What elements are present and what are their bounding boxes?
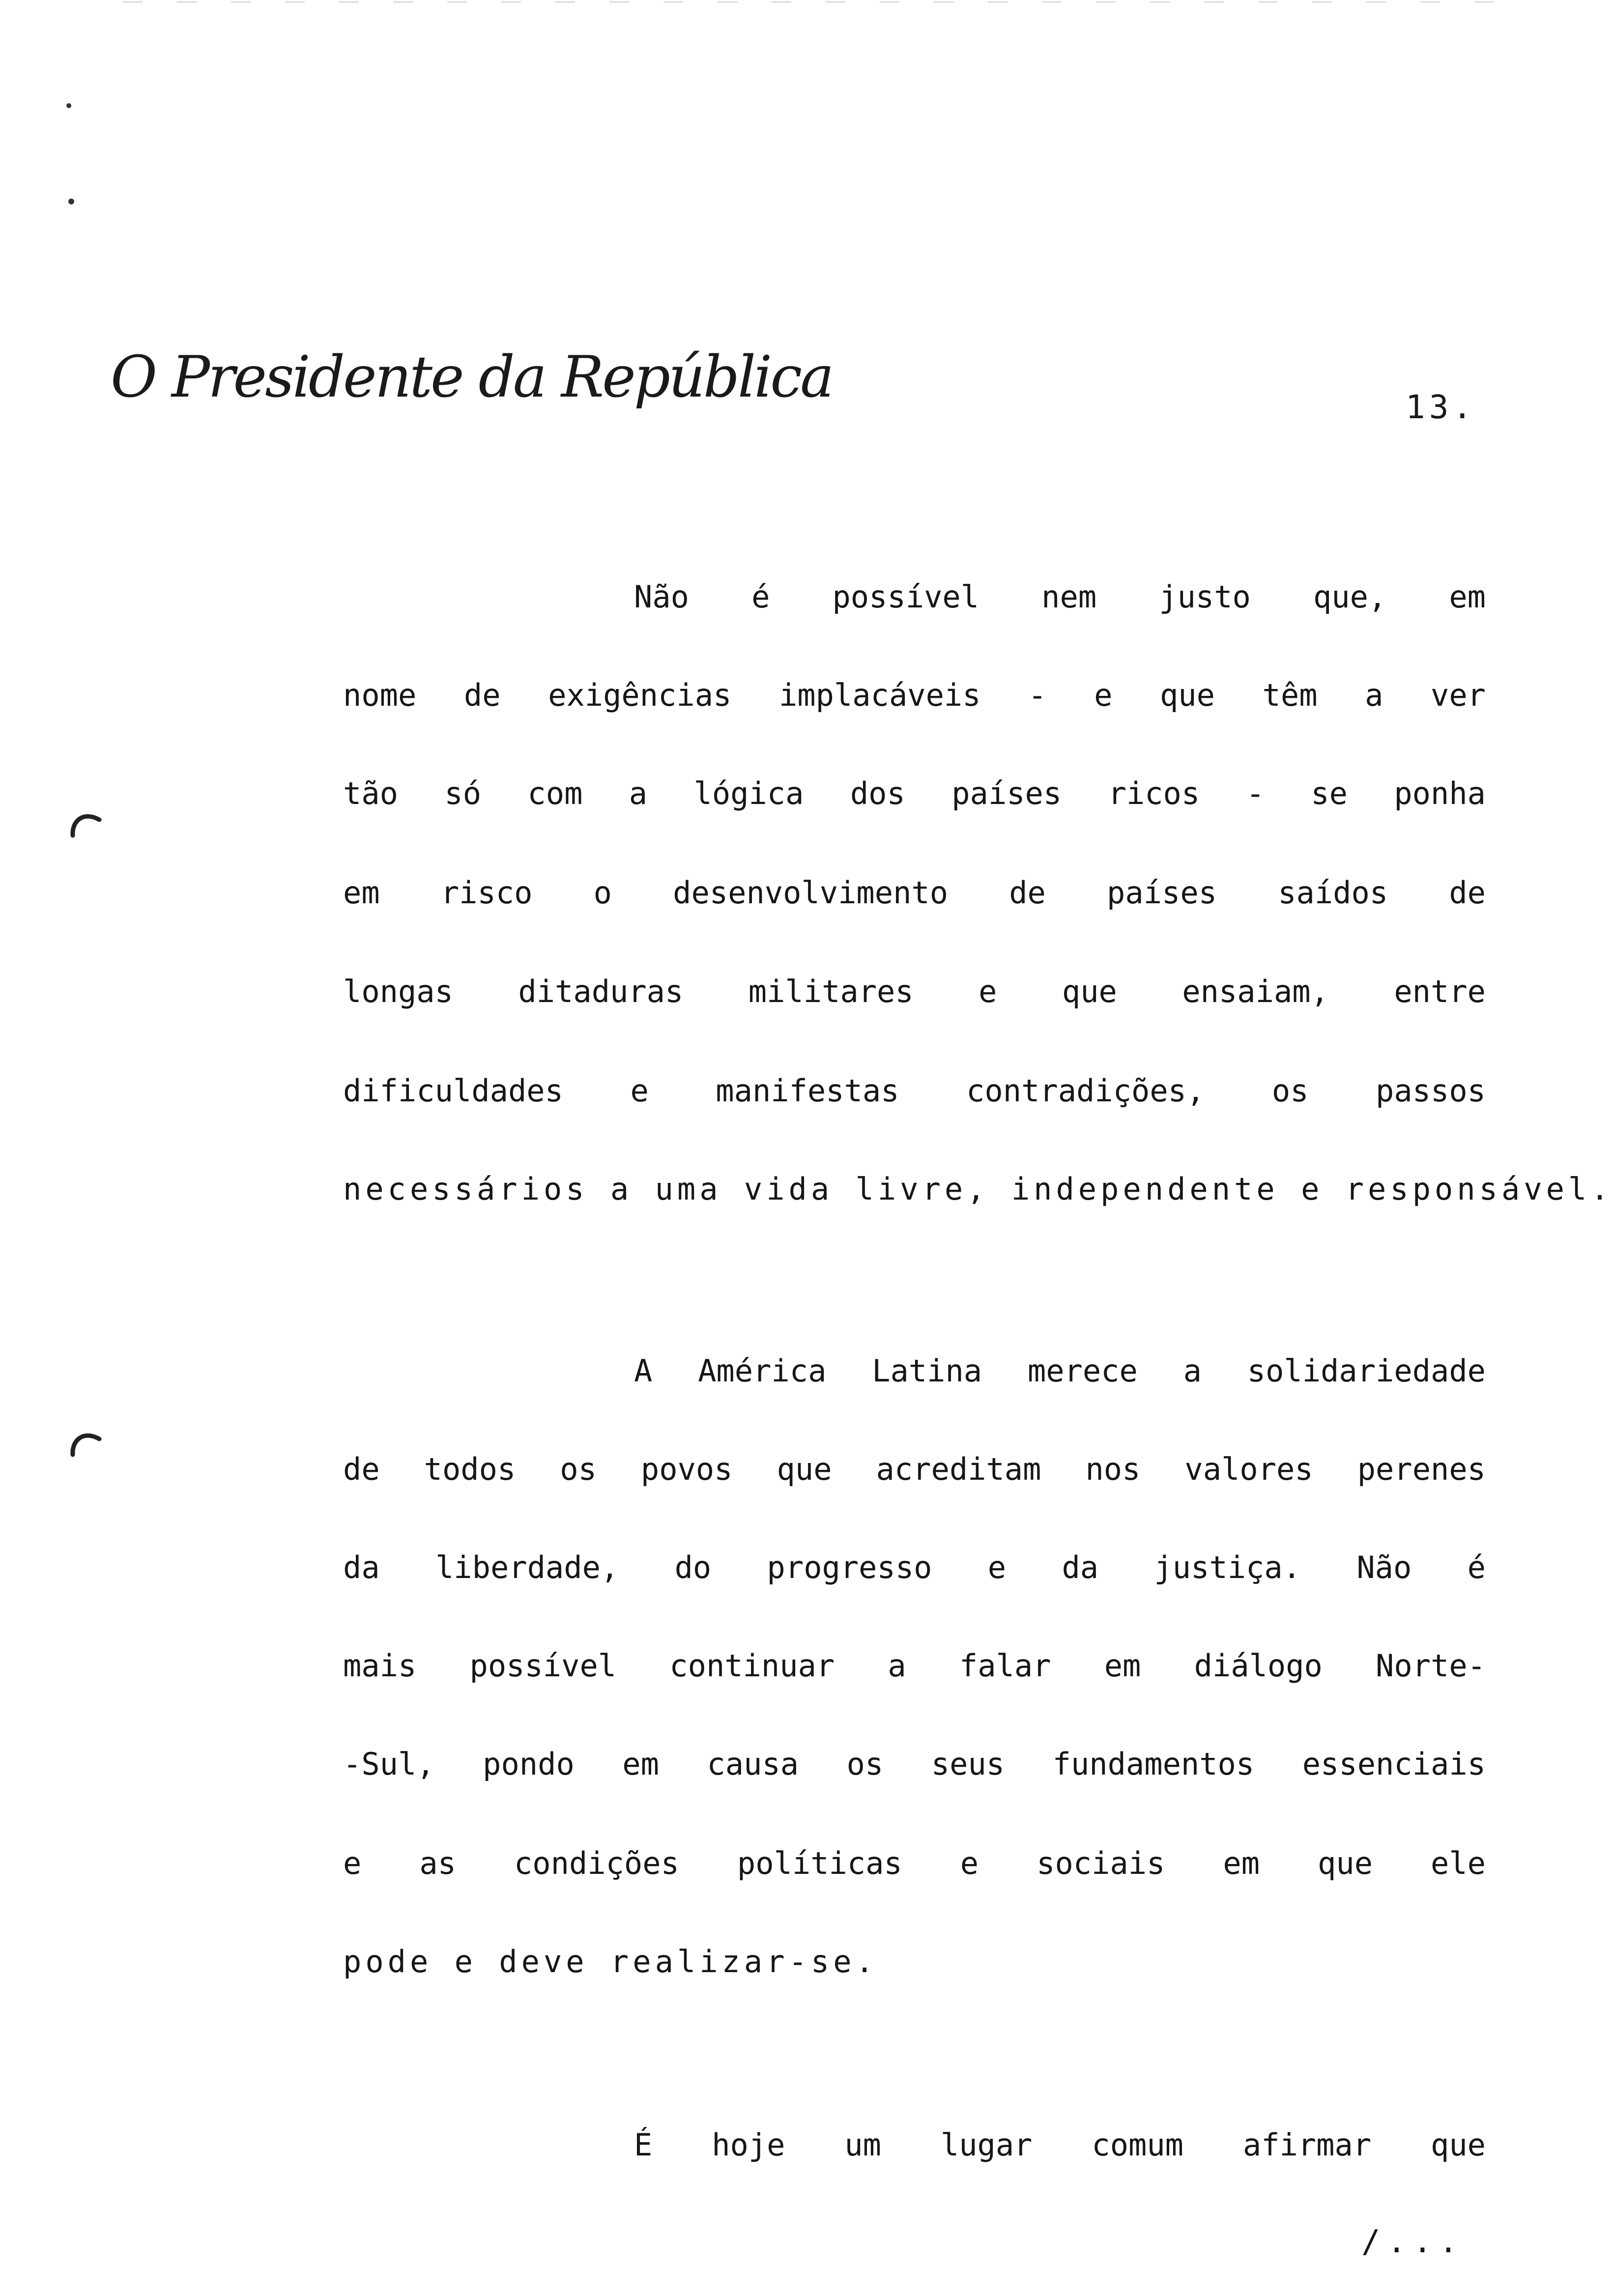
text-line: É hoje um lugar comum afirmar que	[634, 2127, 1486, 2163]
text-line: -Sul, pondo em causa os seus fundamentos essenciais	[343, 1746, 1486, 1782]
text-line: longas ditaduras militares e que ensaiam, entre	[343, 974, 1486, 1009]
text-line: em risco o desenvolvimento de países saídos de	[343, 875, 1486, 911]
text-line: e as condições políticas e sociais em que ele	[343, 1845, 1486, 1881]
text-line: tão só com a lógica dos países ricos - se ponha	[343, 775, 1486, 811]
text-line: A América Latina merece a solidariedade	[634, 1353, 1486, 1389]
text-line: pode e deve realizar-se.	[343, 1944, 878, 1980]
continuation-mark: /...	[1361, 2224, 1465, 2260]
text-line: de todos os povos que acreditam nos valores perenes	[343, 1451, 1486, 1487]
page-number: 13.	[1406, 388, 1476, 426]
text-line: nome de exigências implacáveis - e que têm a ver	[343, 677, 1486, 713]
letterhead: O Presidente da República	[111, 344, 833, 410]
punch-hole-icon	[69, 1425, 103, 1460]
punch-hole-icon	[69, 806, 103, 840]
text-line: da liberdade, do progresso e da justiça. Não é	[343, 1550, 1486, 1585]
text-line: Não é possível nem justo que, em	[634, 579, 1486, 615]
text-line: necessários a uma vida livre, independente e responsável.	[343, 1171, 1613, 1207]
text-line: mais possível continuar a falar em diálogo Norte-	[343, 1648, 1486, 1684]
text-line: dificuldades e manifestas contradições, os passos	[343, 1073, 1486, 1109]
